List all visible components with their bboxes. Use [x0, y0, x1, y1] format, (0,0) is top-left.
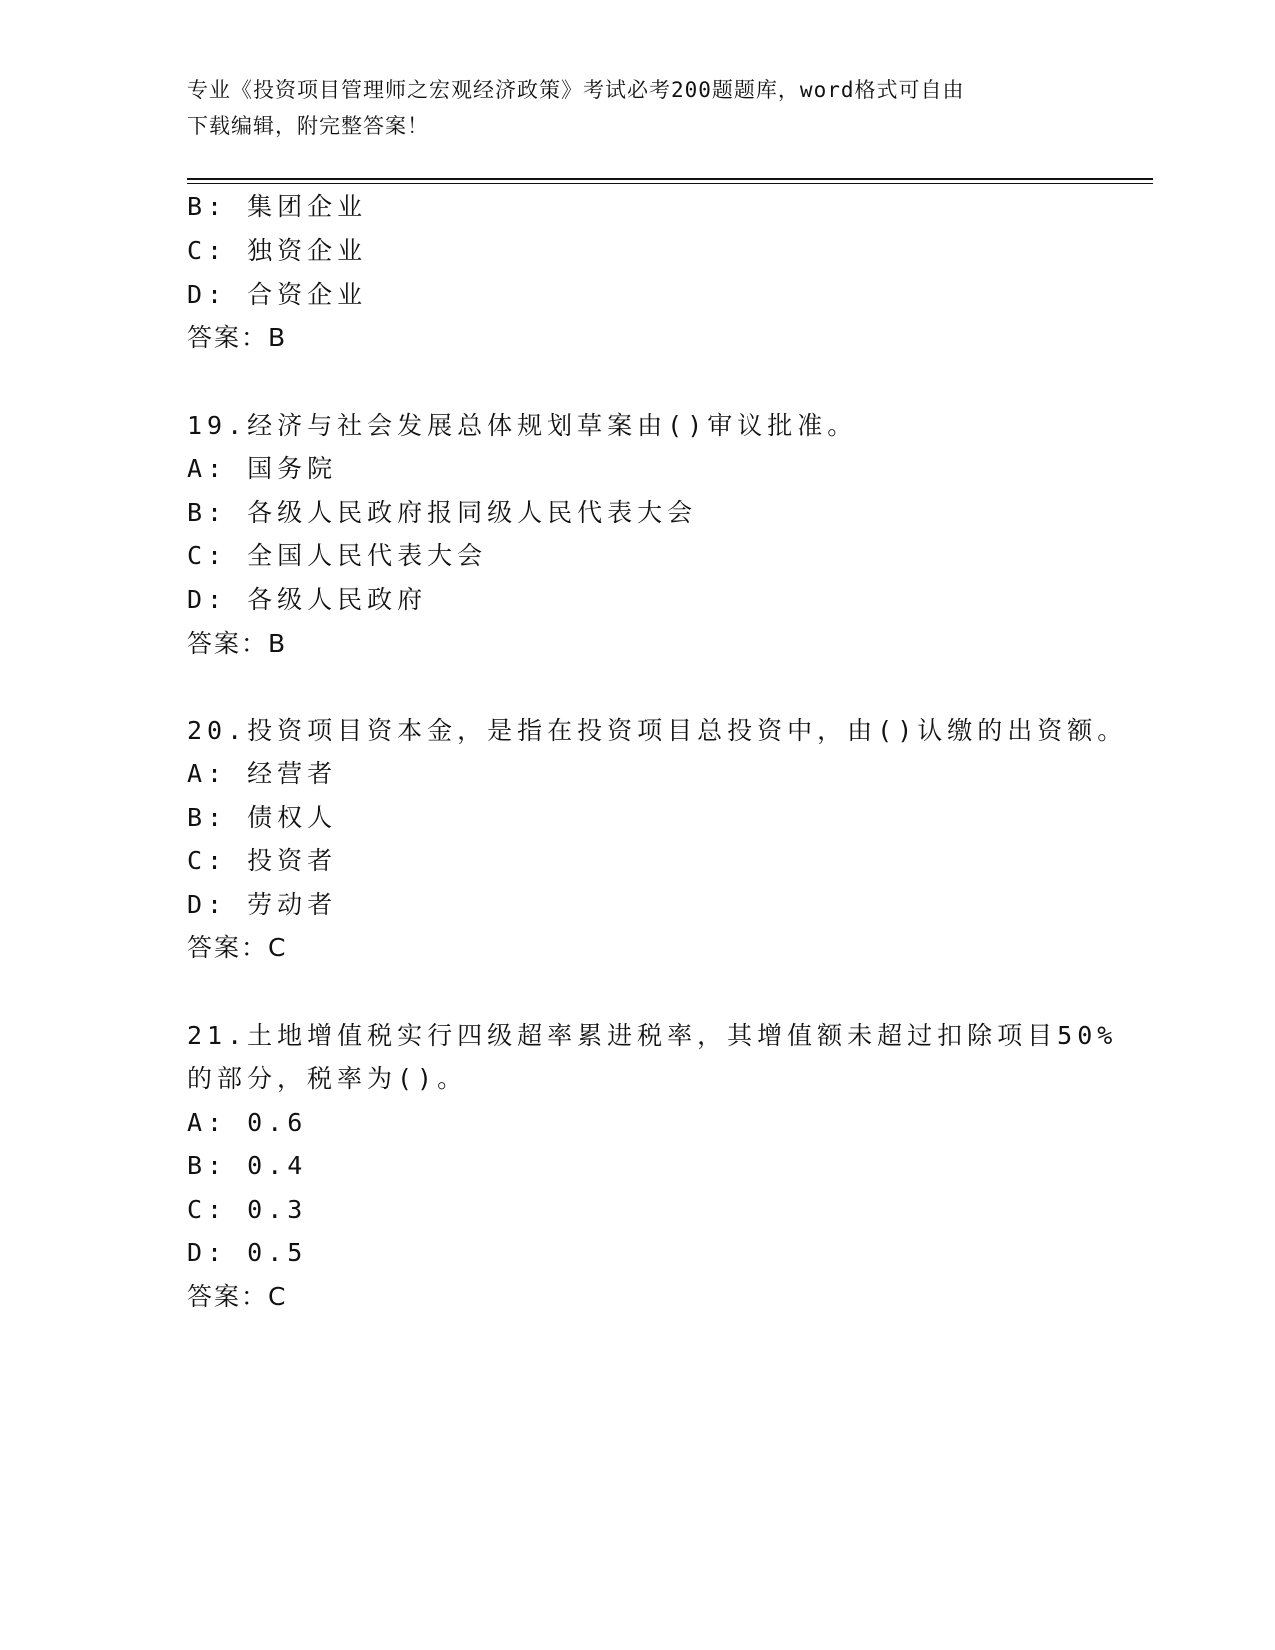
header-text	[187, 72, 1087, 144]
option-d: D: 0.5	[187, 1238, 308, 1267]
header-line-1: 专业《投资项目管理师之宏观经济政策》考试必考200题题库，word格式可自由	[187, 78, 965, 102]
option-c: C: 投资者	[187, 846, 338, 875]
option-b: B: 债权人	[187, 803, 338, 832]
header-divider-thin	[187, 183, 1153, 184]
option-a: A: 经营者	[187, 759, 338, 788]
option-c: C: 全国人民代表大会	[187, 541, 488, 570]
option-b: B: 集团企业	[187, 192, 368, 221]
question-stem: 19.经济与社会发展总体规划草案由()审议批准。	[187, 411, 858, 440]
option-b: B: 各级人民政府报同级人民代表大会	[187, 498, 698, 527]
question-stem-line-2: 的部分，税率为()。	[187, 1064, 468, 1093]
option-d: D: 劳动者	[187, 890, 338, 919]
answer: 答案：B	[187, 323, 288, 352]
answer: 答案：C	[187, 933, 288, 962]
option-d: D: 各级人民政府	[187, 585, 428, 614]
option-d: D: 合资企业	[187, 280, 368, 309]
question-stem: 20.投资项目资本金，是指在投资项目总投资中，由()认缴的出资额。	[187, 716, 1128, 745]
answer: 答案：B	[187, 629, 288, 658]
header-divider-thick	[187, 178, 1153, 180]
option-a: A: 0.6	[187, 1108, 308, 1137]
answer: 答案：C	[187, 1282, 288, 1311]
option-c: C: 0.3	[187, 1195, 308, 1224]
option-c: C: 独资企业	[187, 236, 368, 265]
question-stem-line-1: 21.土地增值税实行四级超率累进税率，其增值额未超过扣除项目50%	[187, 1021, 1118, 1050]
header-line-2: 下载编辑，附完整答案！	[187, 114, 429, 138]
option-a: A: 国务院	[187, 454, 338, 483]
option-b: B: 0.4	[187, 1151, 308, 1180]
